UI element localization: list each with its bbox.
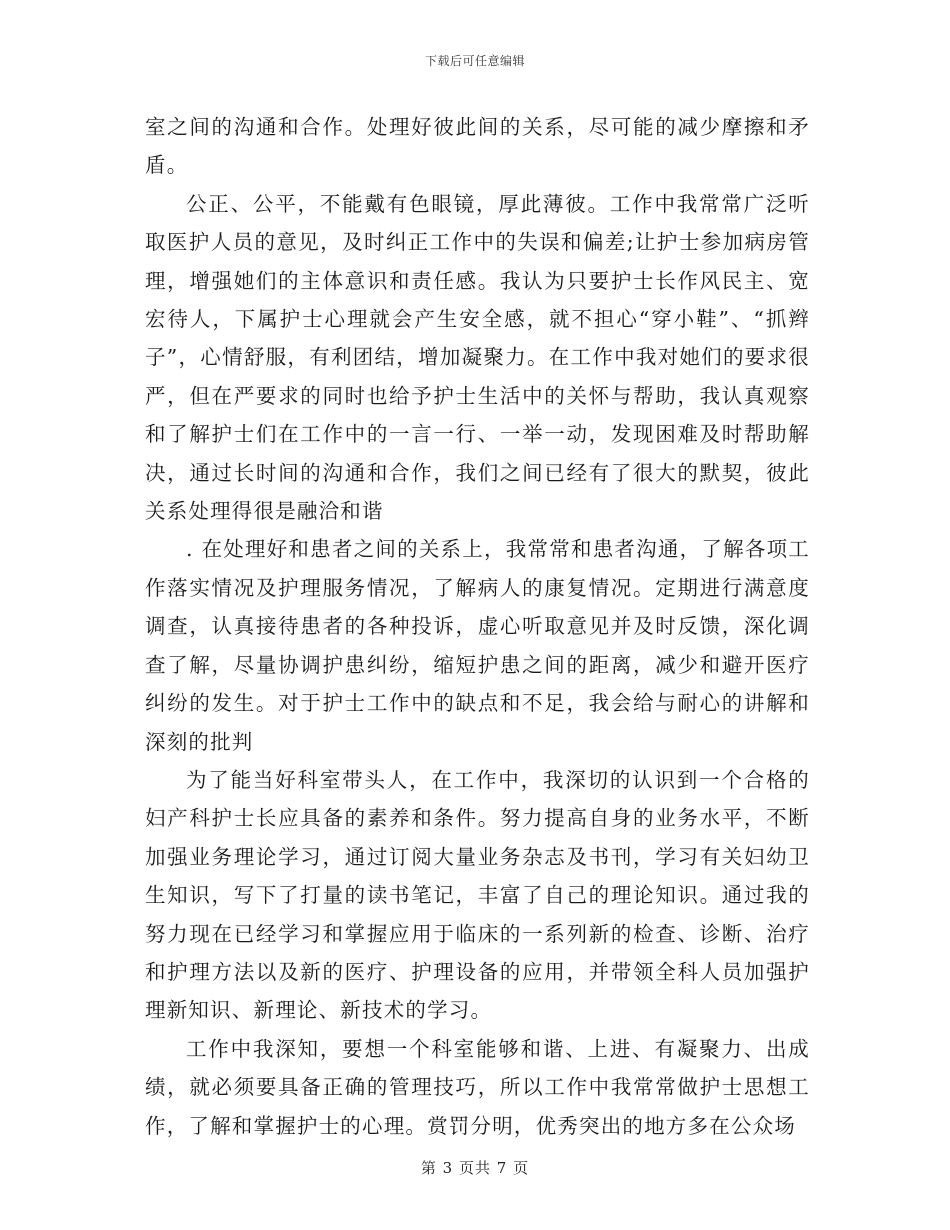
- page-header: 下载后可任意编辑: [424, 54, 525, 68]
- paragraph-5: 工作中我深知，要想一个科室能够和谐、上进、有凝聚力、出成绩，就必须要具备正确的管理技巧，所以工作中我常常做护士思想工作，了解和掌握护士的心理。赏罚分明，优秀突出的地方多在公众场: [145, 1036, 810, 1138]
- paragraph-4: 为了能当好科室带头人，在工作中，我深切的认识到一个合格的妇产科护士长应具备的素养和条件。努力提高自身的业务水平，不断加强业务理论学习，通过订阅大量业务杂志及书刊，学习有关妇幼卫生知识，写下了打量的读书笔记，丰富了自己的理论知识。通过我的努力现在已经学习和掌握应用于临床的一系列新的检查、诊断、治疗和护理方法以及新的医疗、护理设备的应用，并带领全科人员加强护理新知识、新理论、新技术的学习。: [145, 767, 810, 1023]
- paragraph-3: . 在处理好和患者之间的关系上，我常常和患者沟通，了解各项工作落实情况及护理服务情况，了解病人的康复情况。定期进行满意度调查，认真接待患者的各种投诉，虚心听取意见并及时反馈，深化调查了解，尽量协调护患纠纷，缩短护患之间的距离，减少和避开医疗纠纷的发生。对于护士工作中的缺点和不足，我会给与耐心的讲解和深刻的批判: [145, 537, 810, 754]
- page-number: 第 3 页共 7 页: [420, 1159, 530, 1177]
- paragraph-2: 公正、公平，不能戴有色眼镜，厚此薄彼。工作中我常常广泛听取医护人员的意见，及时纠正工作中的失误和偏差;让护士参加病房管理，增强她们的主体意识和责任感。我认为只要护士长作风民主、宽宏待人，下属护士心理就会产生安全感，就不担心“穿小鞋”、“抓辫子”，心情舒服，有利团结，增加凝聚力。在工作中我对她们的要求很严，但在严要求的同时也给予护士生活中的关怀与帮助，我认真观察和了解护士们在工作中的一言一行、一举一动，发现困难及时帮助解决，通过长时间的沟通和合作，我们之间已经有了很大的默契，彼此关系处理得很是融洽和谐: [145, 191, 810, 524]
- paragraph-1: 室之间的沟通和合作。处理好彼此间的关系，尽可能的减少摩擦和矛盾。: [145, 115, 810, 178]
- document-body: [145, 108, 810, 1145]
